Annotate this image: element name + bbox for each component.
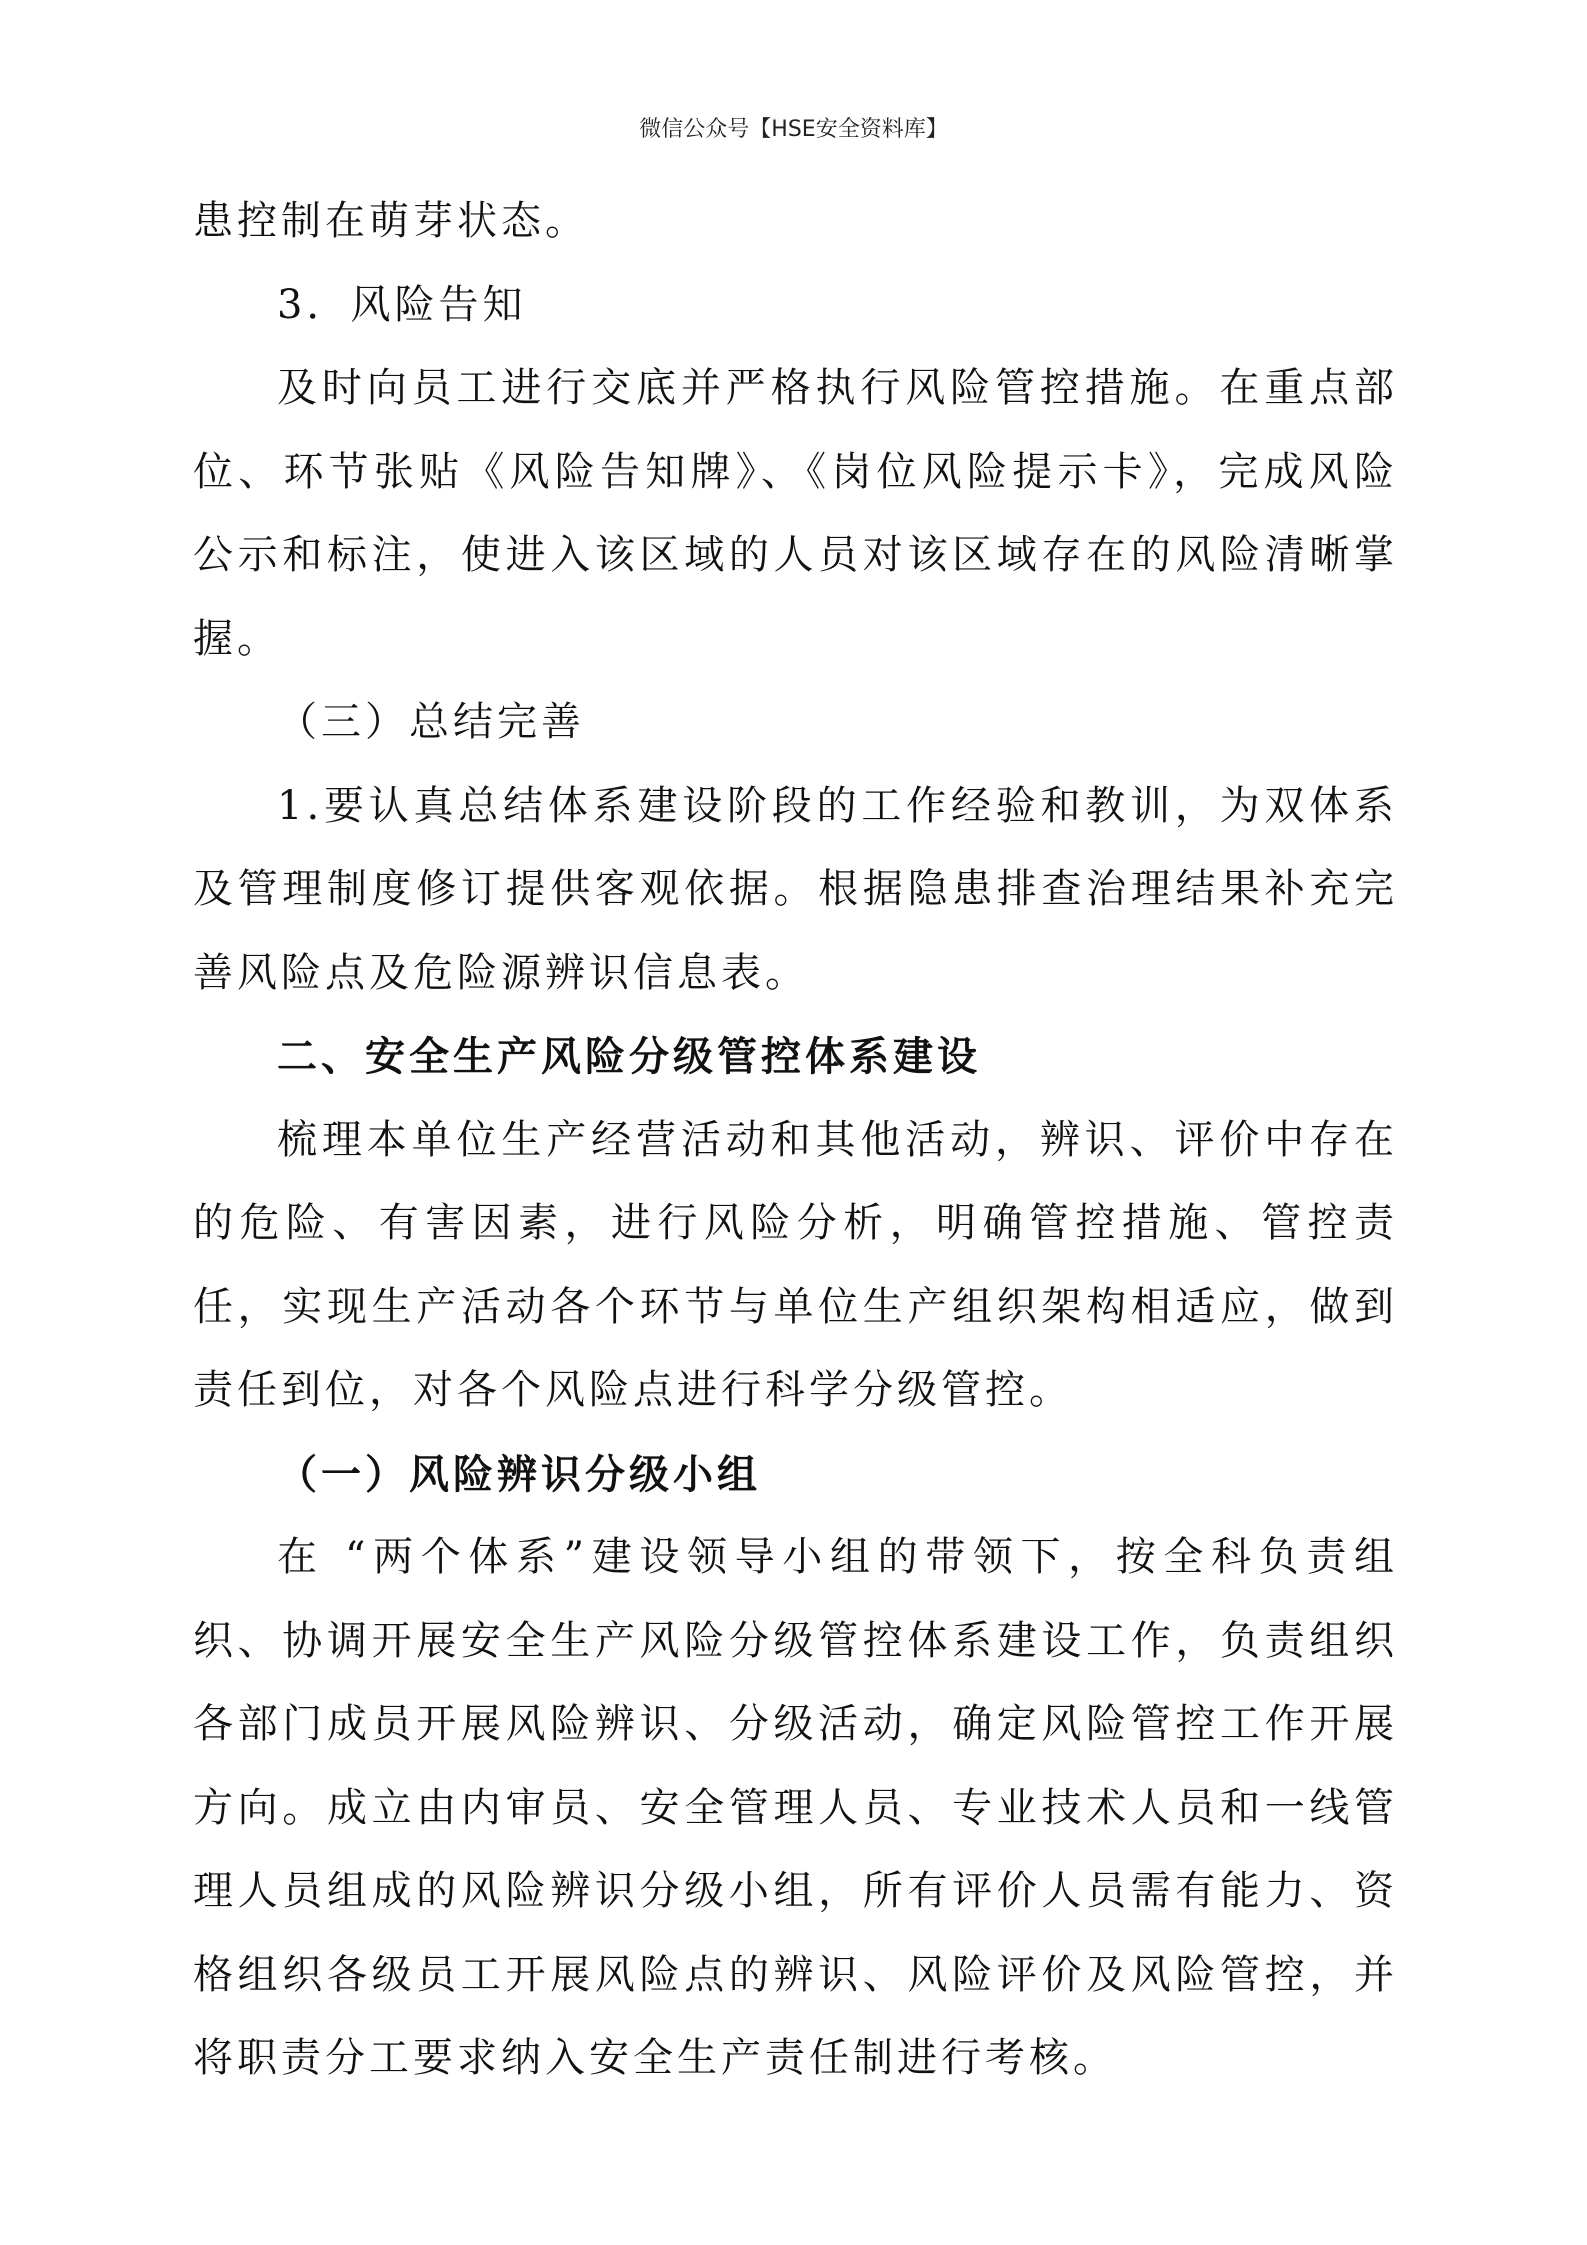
paragraph: 在 “两个体系”建设领导小组的带领下，按全科负责组织、协调开展安全生产风险分级管控体系建设工作，负责组织各部门成员开展风险辨识、分级活动，确定风险管控工作开展方向。成立由内审员、安全管理人员、专业技术人员和一线管理人员组成的风险辨识分级小组，所有评价人员需有能力、资格组织各级员工开展风险点的辨识、风险评价及风险管控，并将职责分工要求纳入安全生产责任制进行考核。 — [193, 1534, 1398, 2081]
paragraph: 梳理本单位生产经营活动和其他活动，辨识、评价中存在的危险、有害因素，进行风险分析，明确管控措施、管控责任，实现生产活动各个环节与单位生产组织架构相适应，做到责任到位，对各个风险点进行科学分级管控。 — [193, 1116, 1398, 1413]
paragraph: 1.要认真总结体系建设阶段的工作经验和教训，为双体系及管理制度修订提供客观依据。根据隐患排查治理结果补充完善风险点及危险源辨识信息表。 — [193, 782, 1398, 996]
paragraph: 患控制在萌芽状态。 — [193, 198, 589, 244]
section-heading: 二、安全生产风险分级管控体系建设 — [277, 1033, 981, 1080]
paragraph: 及时向员工进行交底并严格执行风险管控措施。在重点部位、环节张贴《风险告知牌》、《岗位风险提示卡》，完成风险公示和标注，使进入该区域的人员对该区域存在的风险清晰掌握。 — [193, 365, 1398, 662]
item-heading: 3．风险告知 — [277, 281, 527, 328]
subsection-heading: （三）总结完善 — [277, 699, 585, 745]
subsection-heading: （一）风险辨识分级小组 — [277, 1450, 761, 1498]
document-body — [193, 180, 1398, 2101]
page-header: 微信公众号【HSE安全资料库】 — [639, 117, 948, 142]
